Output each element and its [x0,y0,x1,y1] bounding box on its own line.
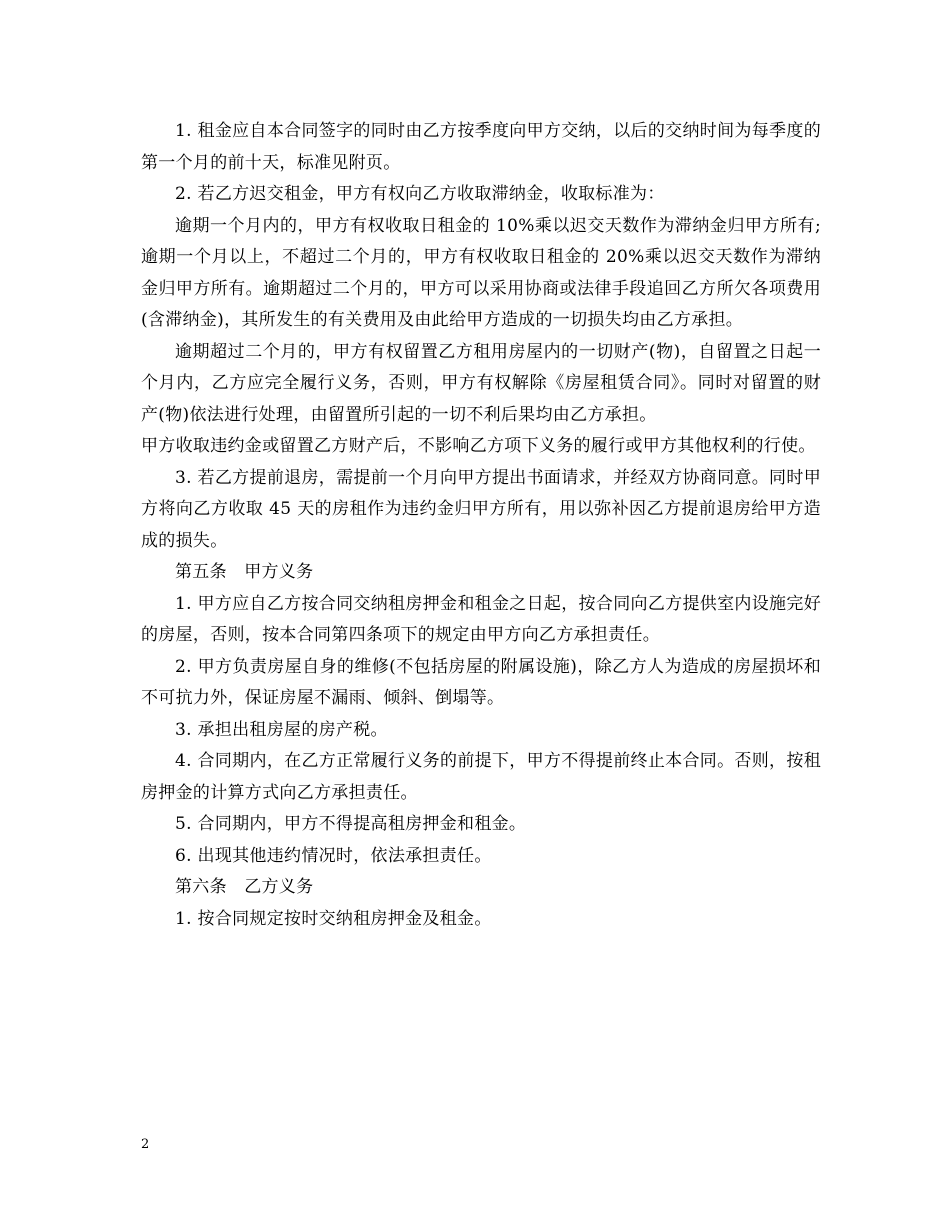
document-body [141,116,821,935]
page-number: 2 [141,1137,150,1152]
paragraph-landlord-duty-3: 3. 承担出租房屋的房产税。 [175,719,388,740]
paragraph-lien-effect: 甲方收取违约金或留置乙方财产后，不影响乙方项下义务的履行或甲方其他权利的行使。 [141,436,816,456]
paragraph-landlord-duty-5: 5. 合同期内，甲方不得提高租房押金和租金。 [175,814,527,834]
section-heading-article-6: 第六条 乙方义务 [175,877,314,897]
paragraph-landlord-duty-6: 6. 出现其他违约情况时，依法承担责任。 [175,845,492,866]
paragraph-late-rent: 2. 若乙方迟交租金，甲方有权向乙方收取滞纳金，收取标准为： [175,184,665,204]
paragraph-rent-payment: 1. 租金应自本合同签字的同时由乙方按季度向甲方交纳，以后的交纳时间为每季度的第一个月的前十天，标准见附页。 [141,121,821,173]
paragraph-landlord-duty-2: 2. 甲方负责房屋自身的维修(不包括房屋的附属设施)，除乙方人为造成的房屋损坏和不可抗力外，保证房屋不漏雨、倾斜、倒塌等。 [141,656,821,708]
paragraph-property-lien: 逾期超过二个月的，甲方有权留置乙方租用房屋内的一切财产(物)，自留置之日起一个月内，乙方应完全履行义务，否则，甲方有权解除《房屋租赁合同》。同时对留置的财产(物)依法进行处理，由留置所引起的一切不利后果均由乙方承担。 [141,341,821,425]
paragraph-early-termination: 3. 若乙方提前退房，需提前一个月向甲方提出书面请求，并经双方协商同意。同时甲方将向乙方收取 45 天的房租作为违约金归甲方所有，用以弥补因乙方提前退房给甲方造成的损失。 [141,467,821,551]
paragraph-landlord-duty-1: 1. 甲方应自乙方按合同交纳租房押金和租金之日起，按合同向乙方提供室内设施完好的房屋，否则，按本合同第四条项下的规定由甲方向乙方承担责任。 [141,593,821,645]
paragraph-late-fee-rates: 逾期一个月内的，甲方有权收取日租金的 10%乘以迟交天数作为滞纳金归甲方所有;逾期一个月以上，不超过二个月的，甲方有权收取日租金的 20%乘以迟交天数作为滞纳金归甲方所有。逾期超过二个月的，甲方可以采用协商或法律手段追回乙方所欠各项费用(含滞纳金)，其所发生的有关费用及由此给甲方造成的一切损失均由乙方承担。 [141,215,821,330]
paragraph-tenant-duty-1: 1. 按合同规定按时交纳租房押金及租金。 [175,908,492,929]
section-heading-article-5: 第五条 甲方义务 [175,562,314,582]
paragraph-landlord-duty-4: 4. 合同期内，在乙方正常履行义务的前提下，甲方不得提前终止本合同。否则，按租房押金的计算方式向乙方承担责任。 [141,751,821,803]
